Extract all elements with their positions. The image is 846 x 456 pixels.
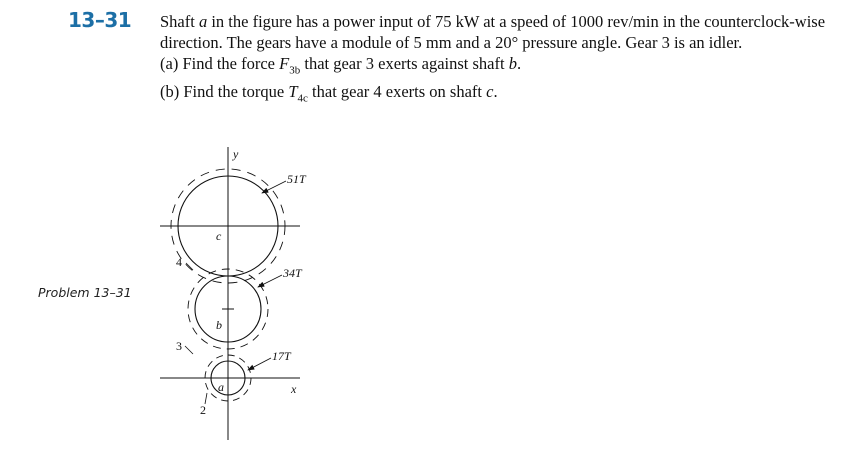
x-axis-label: x: [291, 382, 297, 396]
force-symbol: F: [279, 54, 290, 73]
label-gear-2: 2: [200, 403, 206, 417]
force-subscript: 3b: [289, 64, 301, 77]
statement-text: Shaft: [160, 12, 199, 31]
part-b-text: that gear 4 exerts on shaft: [307, 82, 487, 102]
label-center-b: b: [216, 318, 222, 332]
part-b-label: (b): [160, 82, 180, 102]
label-17t: 17T: [272, 349, 291, 363]
part-b-text: Find the torque: [179, 82, 289, 102]
label-34t: 34T: [283, 266, 302, 280]
label-center-c: c: [216, 229, 222, 243]
torque-symbol: T: [288, 82, 298, 102]
y-axis-label: y: [233, 147, 239, 161]
shaft-b-symbol: b: [508, 54, 517, 73]
leader-gear-4: [186, 263, 193, 270]
label-center-a: a: [218, 380, 224, 394]
leader-34t: [258, 275, 282, 287]
problem-number: 13–31: [68, 8, 132, 32]
shaft-c-symbol: c: [486, 82, 494, 102]
leader-17t: [248, 358, 271, 370]
label-gear-3: 3: [176, 339, 182, 353]
torque-subscript: 4c: [297, 92, 308, 105]
figure-caption: Problem 13–31: [38, 285, 132, 300]
statement-text: in the figure has a power input of 75 kW at a speed of 1000 rev/min in the counterclock-wise direction. The gears have a module of 5 mm and a 20° pressure angle. Gear 3 is an idler.: [160, 12, 826, 52]
shaft-a-symbol: a: [198, 12, 208, 31]
part-a-label: (a): [160, 54, 179, 73]
part-a-end: .: [516, 54, 522, 73]
part-a-text: Find the force: [178, 54, 280, 73]
label-51t: 51T: [287, 172, 306, 186]
part-a-text: that gear 3 exerts against shaft: [300, 54, 509, 73]
leader-gear-3: [185, 346, 193, 354]
part-b-end: .: [493, 82, 498, 102]
label-gear-4: 4: [176, 255, 182, 269]
